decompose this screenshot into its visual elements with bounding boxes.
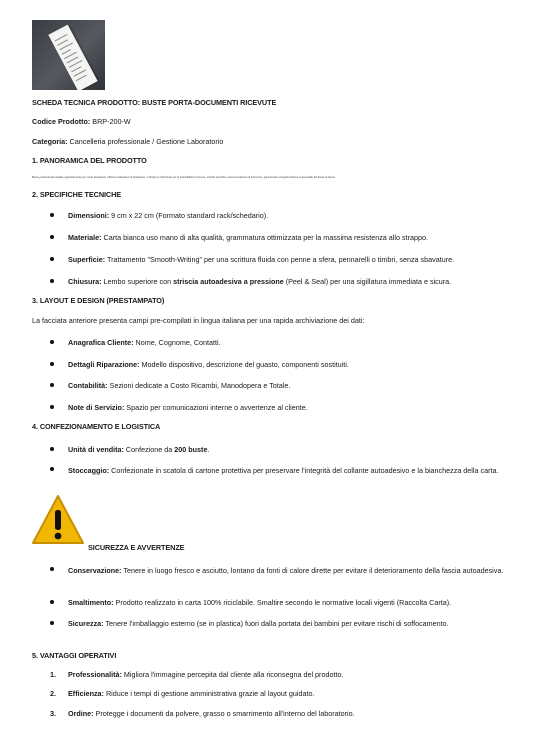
- list-item: Stoccaggio: Confezionate in scatola di cartone protettiva per preservare l'integrità del collante autoadesivo e la bianchezza della carta.: [68, 466, 499, 475]
- category-label: Categoria:: [32, 137, 68, 146]
- list-item: Ordine: Protegge i documenti da polvere, grasso o smarrimento all'interno del laboratorio.: [68, 709, 355, 718]
- product-code: [32, 117, 131, 126]
- envelope-illustration: [48, 25, 97, 90]
- product-code-value: BRP-200-W: [92, 117, 131, 126]
- list-item: Anagrafica Cliente: Nome, Cognome, Contatti.: [68, 338, 221, 347]
- list-number: 2.: [50, 689, 56, 698]
- section-4-heading: 4. CONFEZIONAMENTO E LOGISTICA: [32, 422, 161, 431]
- product-code-label: Codice Prodotto:: [32, 117, 91, 126]
- category-value: Cancelleria professionale / Gestione Laboratorio: [69, 137, 224, 146]
- list-item: Unità di vendita: Confezione da 200 buste.: [68, 445, 210, 454]
- list-item: Note di Servizio: Spazio per comunicazioni interne o avvertenze al cliente.: [68, 403, 308, 412]
- section-1-heading: 1. PANORAMICA DEL PRODOTTO: [32, 156, 147, 165]
- section-3-intro: La facciata anteriore presenta campi pre-compilati in lingua italiana per una rapida archiviazione dei dati:: [32, 316, 365, 325]
- product-category: [32, 137, 223, 146]
- list-item: Dettagli Riparazione: Modello dispositivo, descrizione del guasto, componenti sostituiti.: [68, 360, 349, 369]
- document-title: SCHEDA TECNICA PRODOTTO: BUSTE PORTA-DOCUMENTI RICEVUTE: [32, 98, 277, 107]
- warning-heading: SICUREZZA E AVVERTENZE: [88, 543, 185, 552]
- product-photo: [32, 20, 105, 90]
- list-item: Superficie: Trattamento "Smooth-Writing" per una scrittura fluida con penne a sfera, pennarelli o timbri, senza sbavature.: [68, 255, 455, 264]
- list-number: 1.: [50, 670, 56, 679]
- list-item: Professionalità: Migliora l'immagine percepita dal cliente alla riconsegna del prodotto.: [68, 670, 344, 679]
- warning-triangle-icon: [30, 493, 86, 547]
- section-5-heading: 5. VANTAGGI OPERATIVI: [32, 651, 117, 660]
- section-2-heading: 2. SPECIFICHE TECNICHE: [32, 190, 122, 199]
- section-1-text: Buste professionali studiate appositamente per centri assistenza, officine e laboratori di riparazione. Il design è ottimizzato per la tracciabilità di ricevute, schede tecniche e documentazione di intervento, garantendo un'organizzazione impeccabile del flusso di lavoro.: [32, 176, 336, 179]
- list-item: Efficienza: Riduce i tempi di gestione amministrativa grazie al layout guidato.: [68, 689, 315, 698]
- list-item: Dimensioni: 9 cm x 22 cm (Formato standard rack/schedario).: [68, 211, 269, 220]
- list-number: 3.: [50, 709, 56, 718]
- section-3-heading: 3. LAYOUT E DESIGN (PRESTAMPATO): [32, 296, 165, 305]
- list-item: Contabilità: Sezioni dedicate a Costo Ricambi, Manodopera e Totale.: [68, 381, 291, 390]
- list-item: Sicurezza: Tenere l'imballaggio esterno (se in plastica) fuori dalla portata dei bambini per evitare rischi di soffocamento.: [68, 619, 449, 628]
- list-item: Chiusura: Lembo superiore con striscia autoadesiva a pressione (Peel & Seal) per una sigillatura immediata e sicura.: [68, 277, 452, 286]
- list-item: Materiale: Carta bianca uso mano di alta qualità, grammatura ottimizzata per la massima resistenza allo strappo.: [68, 233, 428, 242]
- list-item: Smaltimento: Prodotto realizzato in carta 100% riciclabile. Smaltire secondo le normative locali vigenti (Raccolta Carta).: [68, 598, 452, 607]
- list-item: Conservazione: Tenere in luogo fresco e asciutto, lontano da fonti di calore dirette per evitare il deterioramento della fascia autoadesiva.: [68, 566, 504, 575]
